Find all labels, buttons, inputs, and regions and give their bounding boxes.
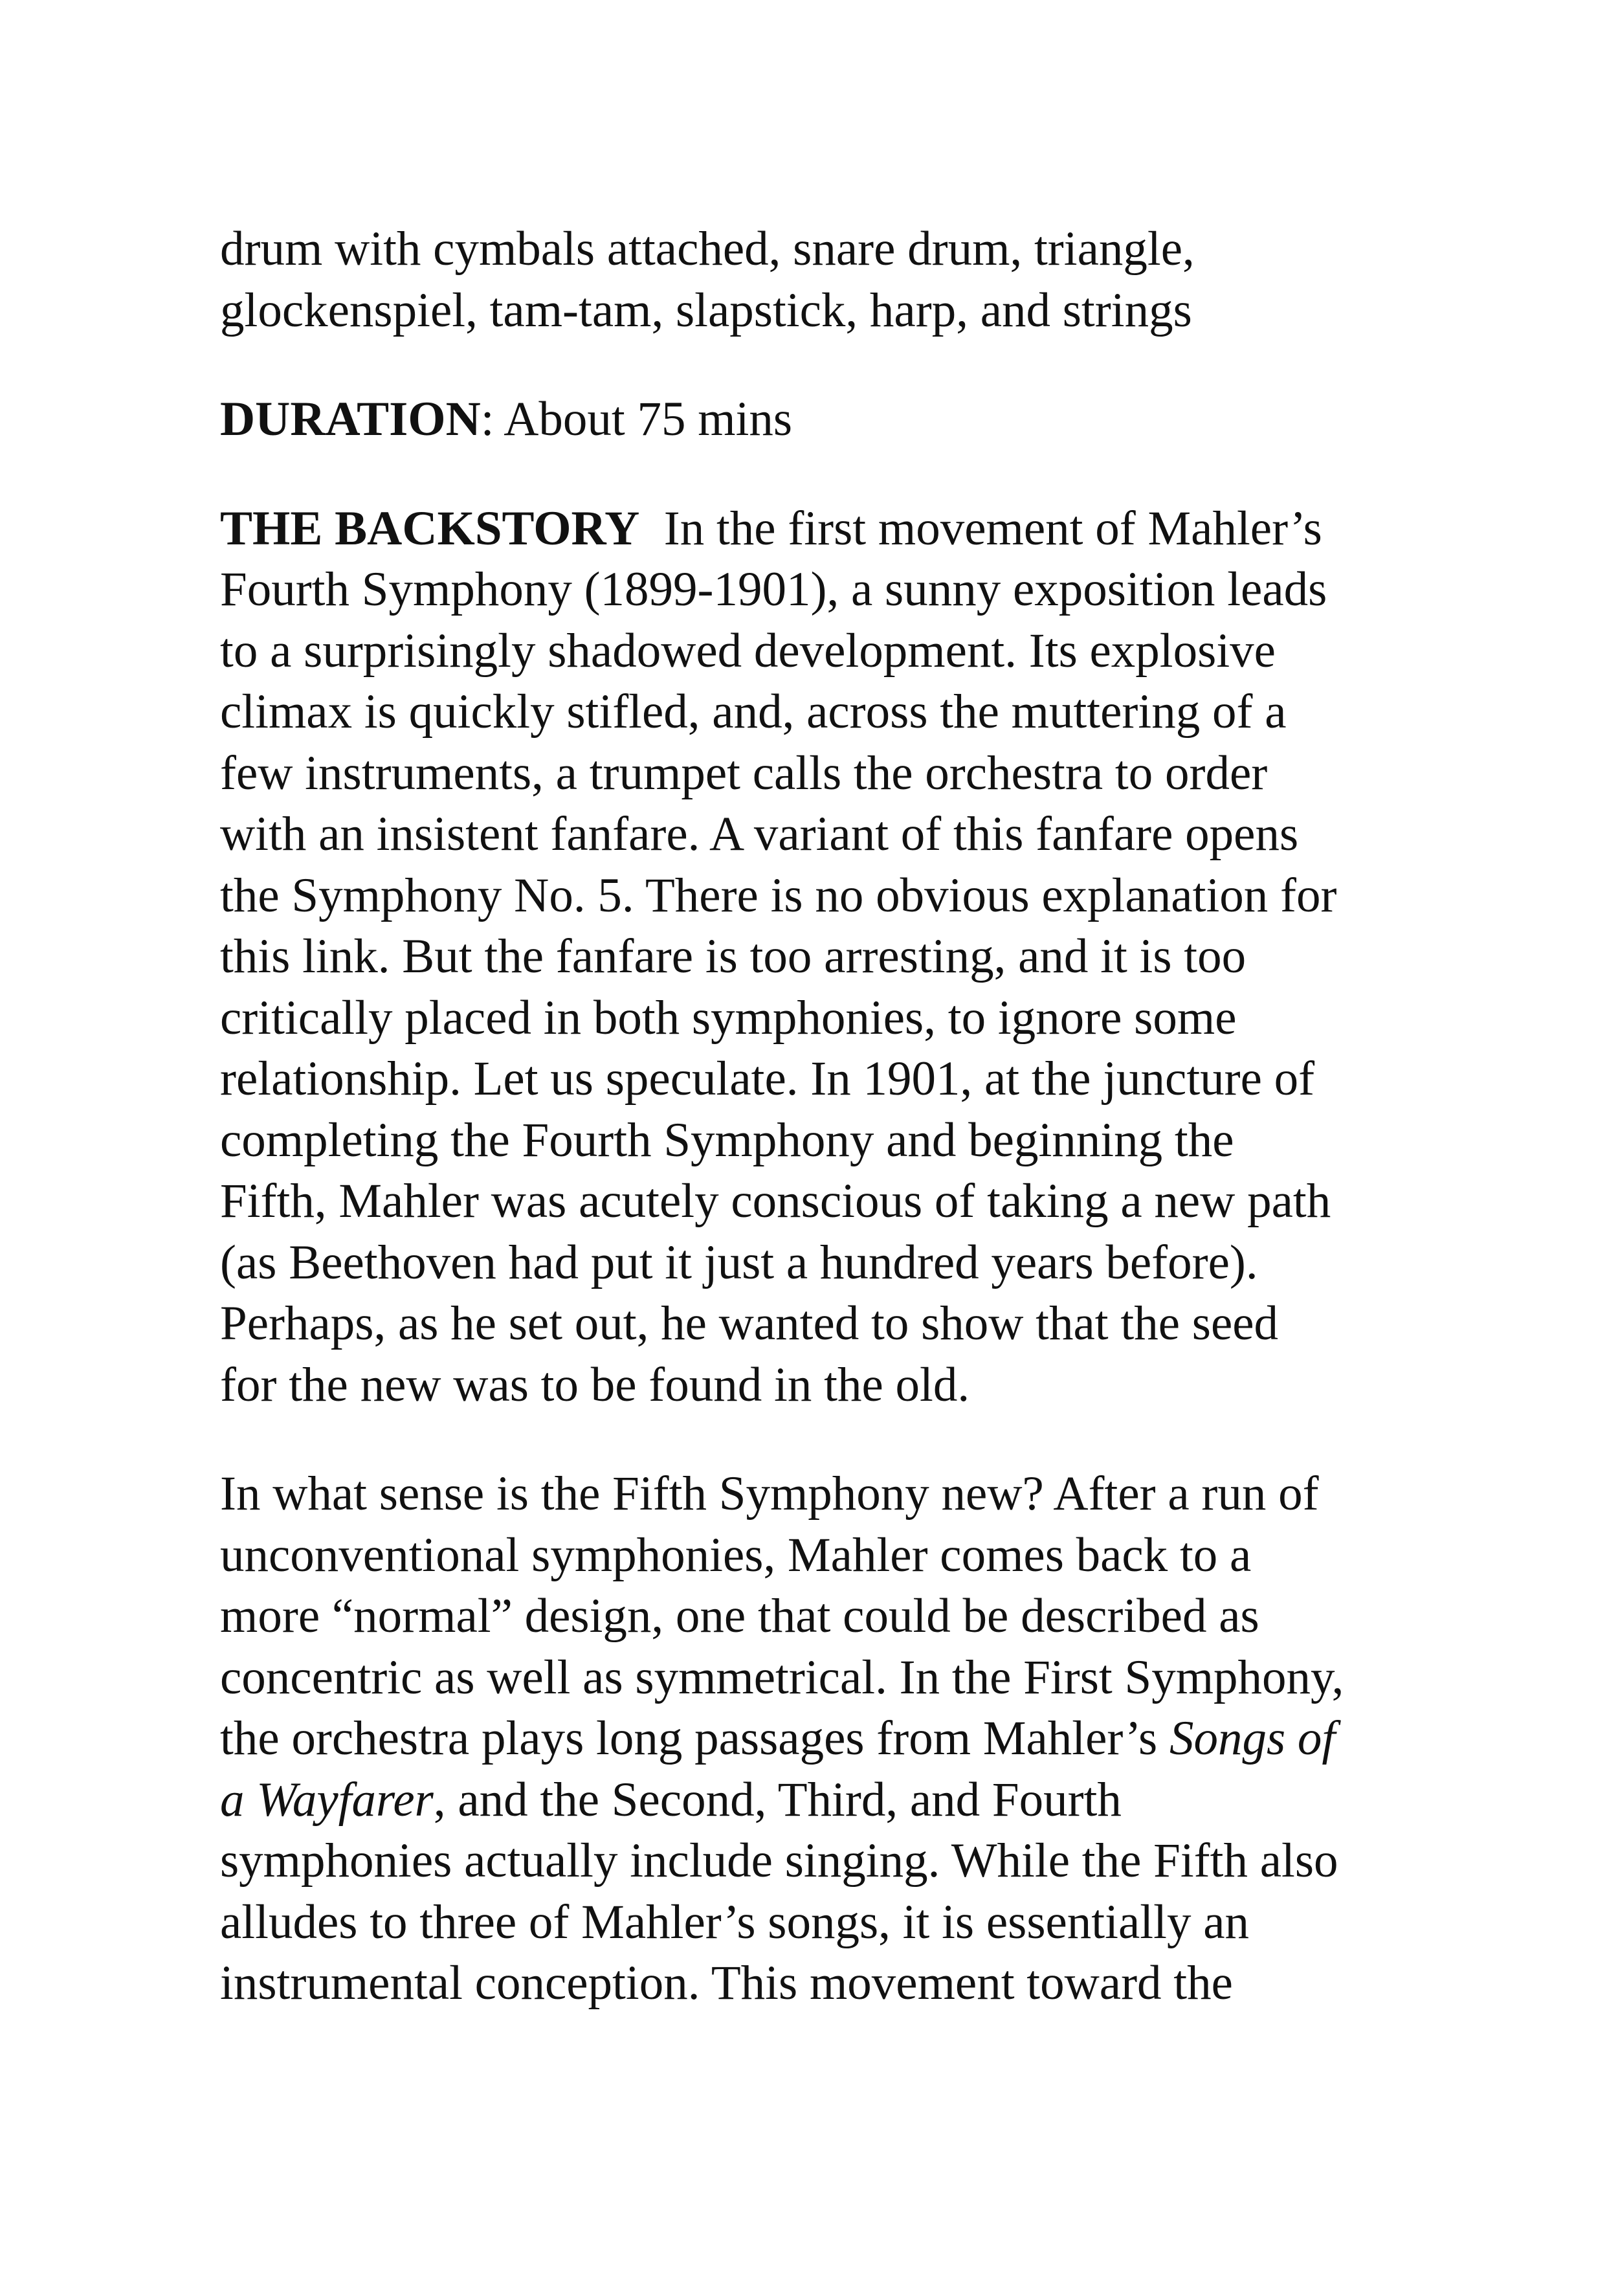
song-title-italic: Songs of: [1169, 1711, 1336, 1765]
text-line: alludes to three of Mahler’s songs, it is essentially an: [220, 1895, 1249, 1949]
text-span: In the first movement of Mahler’s: [639, 501, 1322, 555]
text-line: few instruments, a trumpet calls the orchestra to order: [220, 746, 1268, 800]
text-line: climax is quickly stifled, and, across the muttering of a: [220, 685, 1287, 739]
text-line: with an insistent fanfare. A variant of this fanfare opens: [220, 807, 1299, 861]
text-span: the orchestra plays long passages from Mahler’s: [220, 1711, 1169, 1765]
text-line: the Symphony No. 5. There is no obvious explanation for: [220, 868, 1337, 922]
text-line: [220, 1770, 1411, 1831]
text-line: critically placed in both symphonies, to ignore some: [220, 990, 1237, 1045]
backstory-heading: THE BACKSTORY: [220, 501, 640, 555]
text-line: concentric as well as symmetrical. In the First Symphony,: [220, 1650, 1344, 1704]
text-line: [220, 498, 1411, 560]
text-line: this link. But the fanfare is too arresting, and it is too: [220, 930, 1247, 983]
text-line: to a surprisingly shadowed development. Its explosive: [220, 623, 1276, 678]
text-span: , and the Second, Third, and Fourth: [433, 1772, 1122, 1827]
text-line: unconventional symphonies, Mahler comes back to a: [220, 1528, 1252, 1582]
fifth-symphony-paragraph: [220, 1464, 1411, 2014]
duration-line: [220, 389, 1411, 451]
text-line: for the new was to be found in the old.: [220, 1357, 970, 1412]
text-line: glockenspiel, tam-tam, slapstick, harp, and strings: [220, 283, 1192, 337]
text-line: Fifth, Mahler was acutely conscious of taking a new path: [220, 1174, 1331, 1228]
text-line: (as Beethoven had put it just a hundred years before).: [220, 1235, 1258, 1289]
text-line: In what sense is the Fifth Symphony new? After a run of: [220, 1467, 1319, 1521]
text-line: symphonies actually include singing. While the Fifth also: [220, 1834, 1338, 1888]
instrumentation-paragraph: [220, 219, 1411, 341]
text-line: completing the Fourth Symphony and beginning the: [220, 1113, 1234, 1167]
duration-paragraph: [220, 389, 1411, 451]
text-line: Fourth Symphony (1899-1901), a sunny exposition leads: [220, 563, 1327, 616]
document-page: [220, 219, 1411, 2014]
duration-label: DURATION: [220, 392, 481, 446]
text-line: instrumental conception. This movement toward the: [220, 1956, 1233, 2010]
text-line: more “normal” design, one that could be described as: [220, 1589, 1259, 1643]
text-line: Perhaps, as he set out, he wanted to show that the seed: [220, 1297, 1279, 1350]
backstory-paragraph: [220, 498, 1411, 1416]
text-line: relationship. Let us speculate. In 1901, at the juncture of: [220, 1052, 1315, 1106]
text-line: drum with cymbals attached, snare drum, triangle,: [220, 222, 1195, 276]
text-line: [220, 1708, 1411, 1770]
duration-value: : About 75 mins: [480, 392, 793, 446]
song-title-italic: a Wayfarer: [220, 1772, 434, 1827]
